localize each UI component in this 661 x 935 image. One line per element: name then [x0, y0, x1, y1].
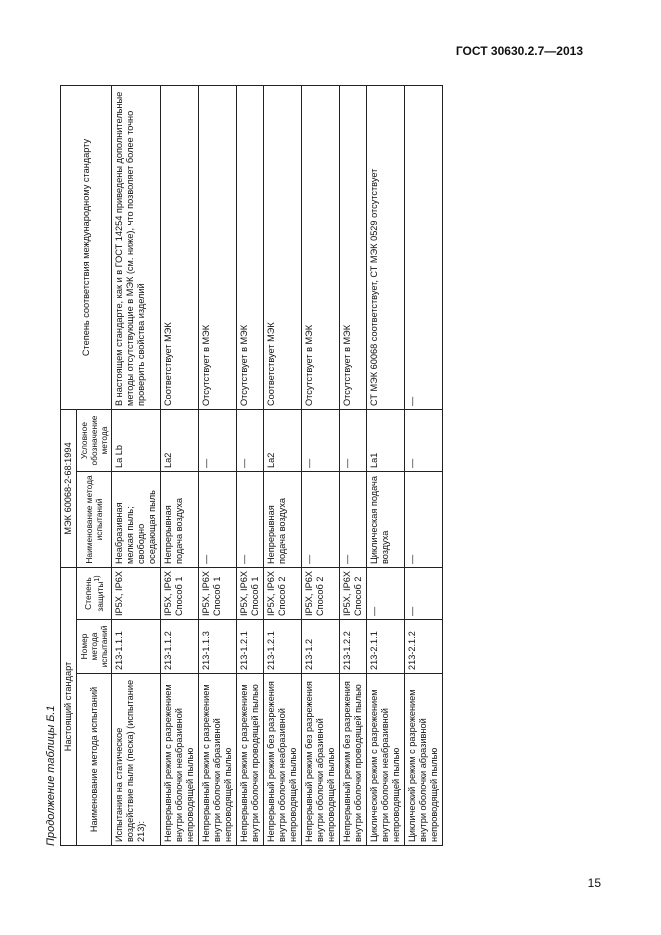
comparison-table — [60, 85, 443, 846]
table-caption: Продолжение таблицы Б.1 — [45, 705, 57, 846]
group-header-row — [61, 86, 77, 846]
cell-method-name: Непрерывный режим без разрежения внутри оболочки абразивной непроводящей пылью — [302, 674, 340, 846]
rotated-table-container — [42, 86, 522, 846]
group-header-iec: МЭК 60068-2-68:1994 — [61, 410, 77, 568]
column-header-iec-code: Условное обозначение метода — [77, 410, 112, 472]
cell-method-number: 213-1.1.3 — [199, 620, 237, 674]
table-row — [340, 86, 367, 846]
cell-conformity: СТ МЭК 60068 соответствует, СТ МЭК 0529 отсутствует — [367, 86, 405, 410]
cell-iec-method-name: — — [405, 472, 443, 568]
cell-iec-code: — — [405, 410, 443, 472]
cell-method-number: 213-1.2.2 — [340, 620, 367, 674]
cell-protection-degree: IP5X, IP6X Способ 1 — [199, 568, 237, 620]
group-header-this-standard: Настоящий стандарт — [61, 568, 77, 846]
cell-conformity: Отсутствует в МЭК — [302, 86, 340, 410]
footnote-marker: 1) — [94, 575, 102, 582]
cell-iec-method-name: — — [199, 472, 237, 568]
table-row — [161, 86, 199, 846]
cell-iec-code: — — [199, 410, 237, 472]
cell-method-name: Циклический режим с разрежением внутри оболочки абразивной непроводящей пылью — [405, 674, 443, 846]
cell-conformity: Отсутствует в МЭК — [237, 86, 264, 410]
cell-iec-code: — — [340, 410, 367, 472]
page-number: 15 — [587, 876, 601, 890]
table-row — [112, 86, 161, 846]
table-row — [199, 86, 237, 846]
cell-iec-method-name: — — [237, 472, 264, 568]
cell-iec-code: — — [302, 410, 340, 472]
column-header-protection-degree — [77, 568, 112, 620]
document-code: ГОСТ 30630.2.7—2013 — [455, 44, 583, 58]
table-row — [405, 86, 443, 846]
protection-degree-label: Степень защиты — [83, 577, 105, 612]
cell-protection-degree: — — [405, 568, 443, 620]
cell-iec-method-name: Циклическая подача воздуха — [367, 472, 405, 568]
cell-protection-degree: IP5X, IP6X Способ 1 — [237, 568, 264, 620]
cell-method-number: 213-1.1.1 — [112, 620, 161, 674]
cell-iec-code: La Lb — [112, 410, 161, 472]
cell-protection-degree: IP5X, IP6X Способ 2 — [302, 568, 340, 620]
cell-protection-degree: IP5X, IP6X Способ 1 — [161, 568, 199, 620]
cell-iec-code: La2 — [264, 410, 302, 472]
cell-method-name: Испытания на статическое воздействие пыли (песка) (испытание 213): — [112, 674, 161, 846]
cell-method-name: Непрерывный режим без разрежения внутри оболочки проводящей пылью — [340, 674, 367, 846]
cell-conformity: Отсутствует в МЭК — [199, 86, 237, 410]
cell-method-name: Непрерывный режим с разрежением внутри оболочки абразивной непроводящей пылью — [199, 674, 237, 846]
cell-conformity: Отсутствует в МЭК — [340, 86, 367, 410]
cell-iec-method-name: — — [340, 472, 367, 568]
cell-iec-code: La1 — [367, 410, 405, 472]
cell-iec-code: La2 — [161, 410, 199, 472]
cell-conformity: — — [405, 86, 443, 410]
cell-method-number: 213-1.2.1 — [264, 620, 302, 674]
cell-iec-method-name: Непрерывная подача воздуха — [264, 472, 302, 568]
cell-protection-degree: IP5X, IP6X Способ 2 — [264, 568, 302, 620]
cell-method-number: 213-1.2.1 — [237, 620, 264, 674]
cell-method-name: Непрерывный режим с разрежением внутри оболочки неабразивной непроводящей пылью — [161, 674, 199, 846]
cell-method-number: 213-1.2 — [302, 620, 340, 674]
column-header-method-number: Номер метода испытаний — [77, 620, 112, 674]
cell-protection-degree: — — [367, 568, 405, 620]
cell-method-name: Непрерывный режим с разрежением внутри оболочки проводящей пылью — [237, 674, 264, 846]
cell-method-name: Непрерывный режим без разрежения внутри оболочки неабразивной непроводящей пылью — [264, 674, 302, 846]
column-header-method-name: Наименование метода испытаний — [77, 674, 112, 846]
table-row — [302, 86, 340, 846]
cell-conformity: Соответствует МЭК — [264, 86, 302, 410]
cell-iec-method-name: Неабразивная мелкая пыль; свободно оседающая пыль — [112, 472, 161, 568]
table-row — [367, 86, 405, 846]
column-header-conformity: Степень соответствия международному стандарту — [61, 86, 112, 410]
cell-conformity: В настоящем стандарте, как и в ГОСТ 14254 приведены дополнительные методы отсутствующие в МЭК (см. ниже), что позволяет более точно проверить свойства изделий — [112, 86, 161, 410]
cell-conformity: Соответствует МЭК — [161, 86, 199, 410]
cell-method-name: Циклический режим с разрежением внутри оболочки неабразивной непроводящей пылью — [367, 674, 405, 846]
cell-method-number: 213-2.1.1 — [367, 620, 405, 674]
column-header-iec-method-name: Наименование метода испытаний — [77, 472, 112, 568]
cell-method-number: 213-2.1.2 — [405, 620, 443, 674]
table-row — [237, 86, 264, 846]
cell-iec-method-name: Непрерывная подача воздуха — [161, 472, 199, 568]
table-row — [264, 86, 302, 846]
cell-iec-method-name: — — [302, 472, 340, 568]
cell-protection-degree: IP5X, IP6X — [112, 568, 161, 620]
cell-method-number: 213-1.1.2 — [161, 620, 199, 674]
cell-iec-code: — — [237, 410, 264, 472]
cell-protection-degree: IP5X, IP6X Способ 2 — [340, 568, 367, 620]
